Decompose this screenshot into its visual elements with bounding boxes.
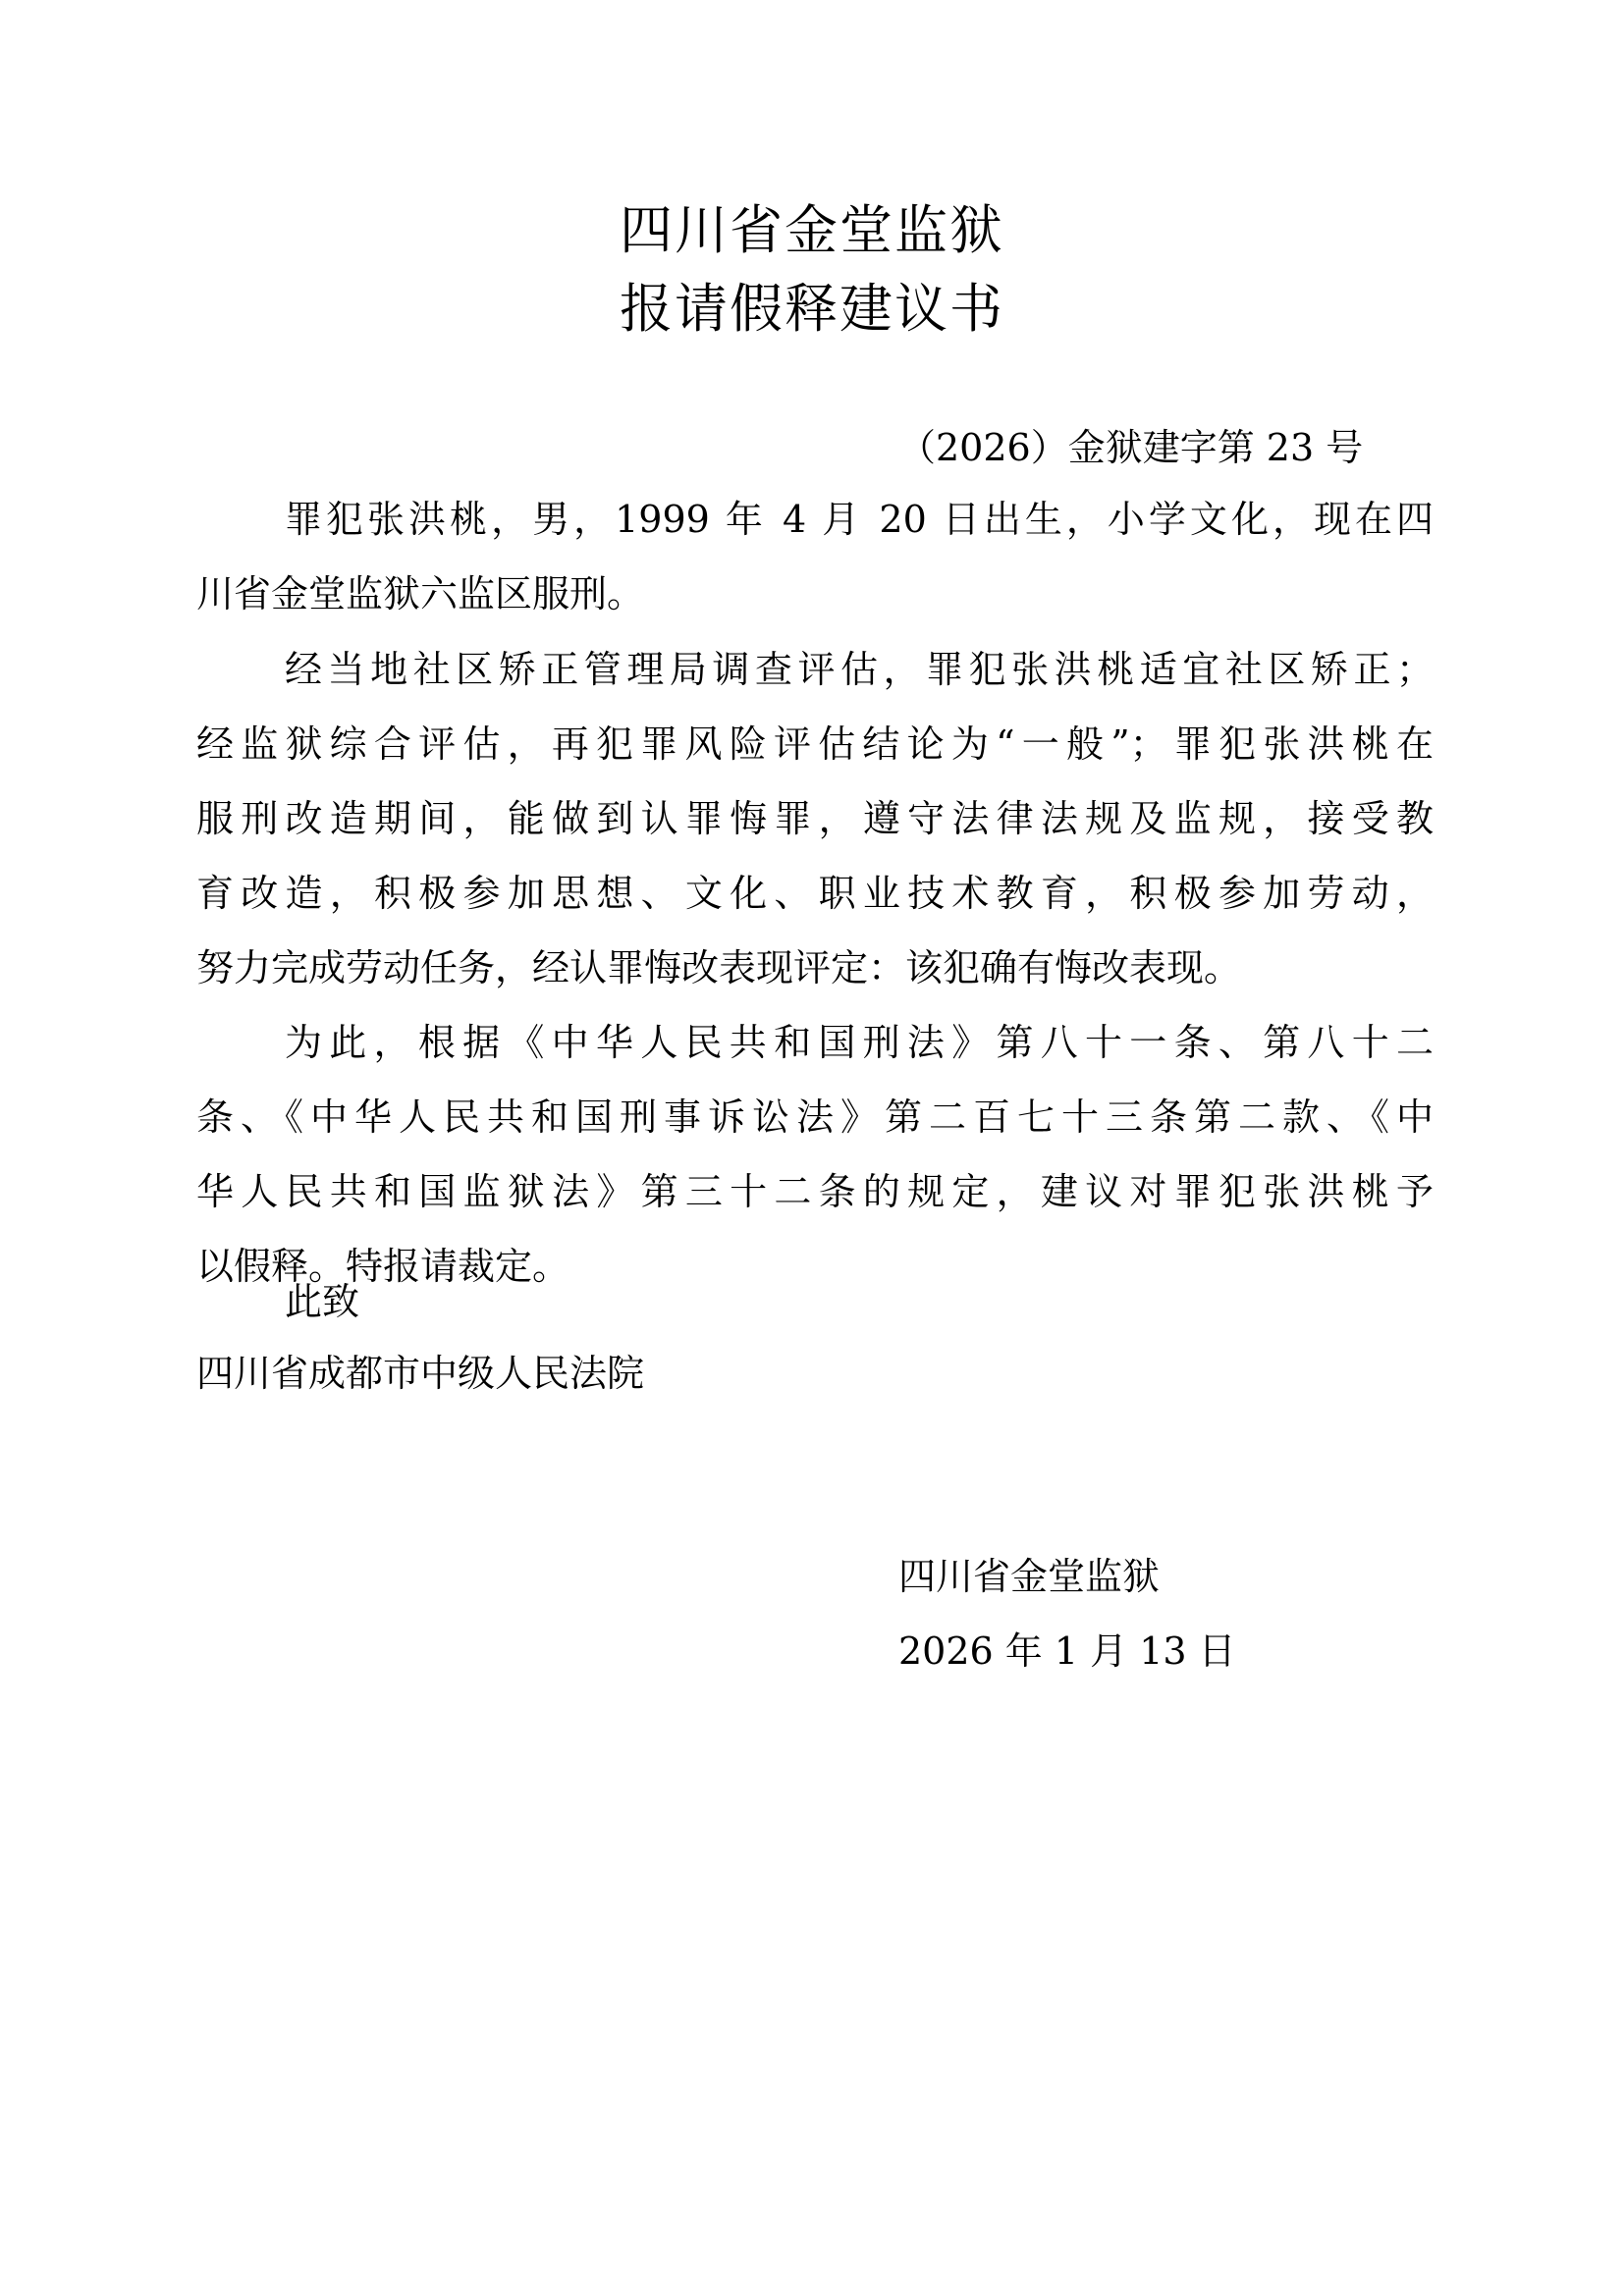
document-title-line-1: 四川省金堂监狱 (620, 199, 1004, 261)
paragraph-line: 川省金堂监狱六监区服刑。 (196, 572, 645, 615)
paragraph-line: 条、《中华人民共和国刑事诉讼法》第二百七十三条第二款、《中 (196, 1095, 1434, 1139)
addressee: 四川省成都市中级人民法院 (196, 1352, 645, 1395)
document-title-line-2: 报请假释建议书 (620, 278, 1004, 340)
paragraph-line: 努力完成劳动任务，经认罪悔改表现评定：该犯确有悔改表现。 (196, 946, 1242, 989)
paragraph-line: 华人民共和国监狱法》第三十二条的规定，建议对罪犯张洪桃予 (196, 1170, 1434, 1213)
paragraph-line: 以假释。特报请裁定。 (196, 1245, 570, 1288)
paragraph-line: 罪犯张洪桃，男，1999 年 4 月 20 日出生，小学文化，现在四 (285, 498, 1434, 541)
paragraph-line: 经监狱综合评估，再犯罪风险评估结论为“一般”；罪犯张洪桃在 (196, 722, 1434, 766)
signature-date: 2026 年 1 月 13 日 (898, 1629, 1236, 1673)
paragraph-line: 经当地社区矫正管理局调查评估，罪犯张洪桃适宜社区矫正； (285, 648, 1434, 691)
paragraph-line: 育改造，积极参加思想、文化、职业技术教育，积极参加劳动， (196, 872, 1434, 915)
paragraph-line: 服刑改造期间，能做到认罪悔罪，遵守法律法规及监规，接受教 (196, 797, 1434, 840)
salutation: 此致 (285, 1280, 360, 1323)
paragraph-line: 为此，根据《中华人民共和国刑法》第八十一条、第八十二 (285, 1021, 1434, 1064)
document-number: （2026）金狱建字第 23 号 (898, 426, 1364, 469)
signature-organization: 四川省金堂监狱 (898, 1555, 1161, 1598)
